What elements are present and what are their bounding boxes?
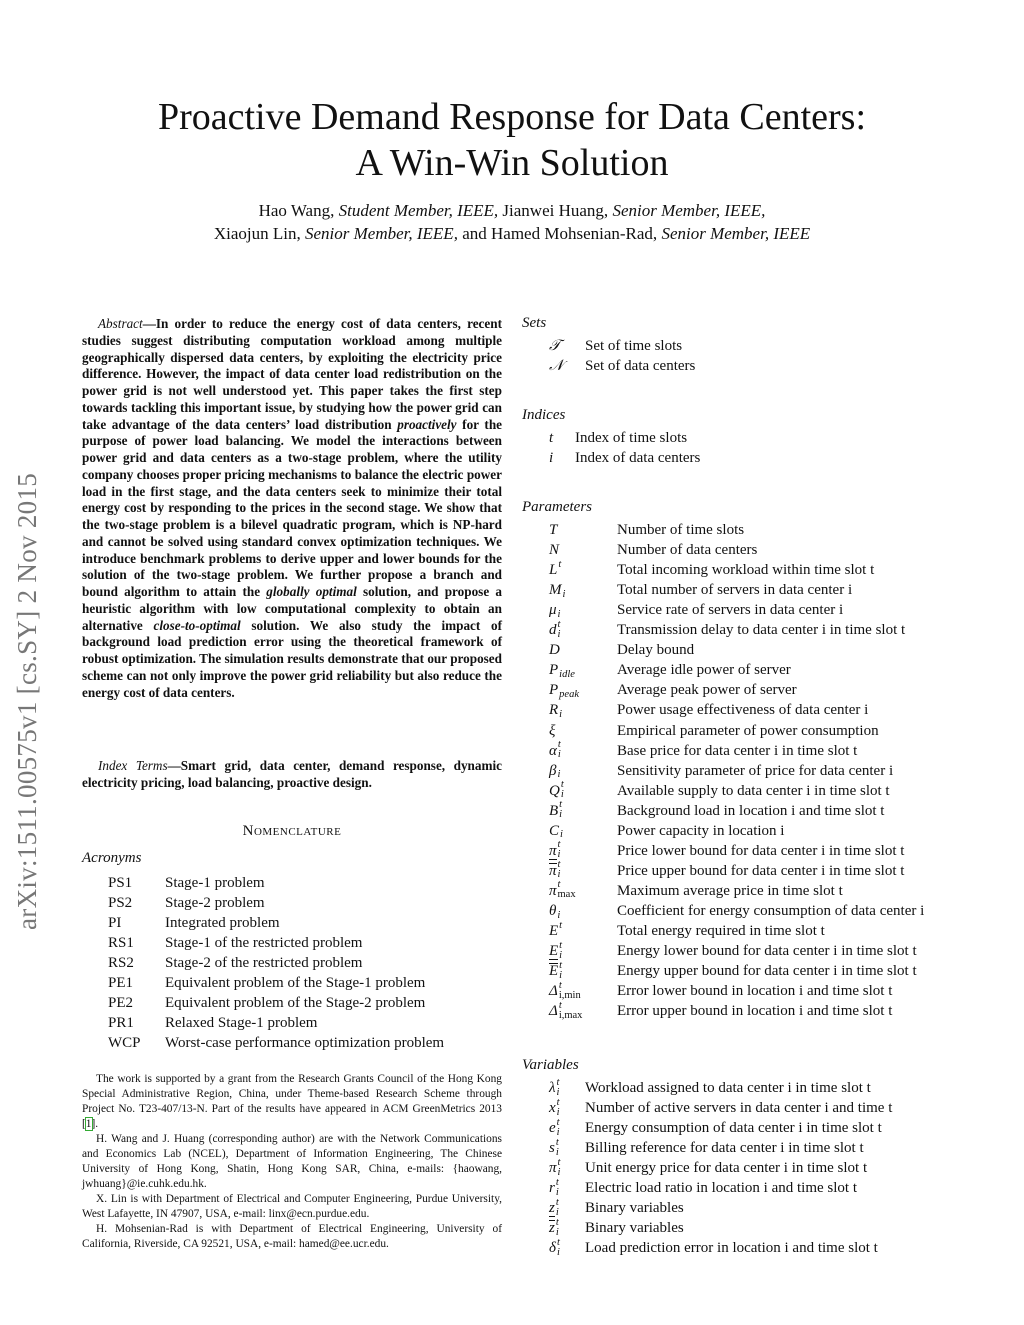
- symbol-scripts: [557, 1078, 560, 1098]
- paper-title: [0, 94, 1024, 186]
- math-symbol: [549, 1198, 559, 1219]
- math-symbol: [549, 941, 562, 962]
- symbol-subscript: i,min: [558, 989, 581, 1001]
- index-terms-label: Index Terms: [98, 758, 168, 773]
- footnote-text: ].: [91, 1118, 99, 1130]
- author-name: Jianwei Huang,: [498, 201, 613, 220]
- math-symbol: [549, 640, 560, 660]
- symbol-scripts: [558, 600, 561, 620]
- symbol-subscript: i: [556, 1086, 560, 1098]
- symbol-desc: Average peak power of server: [617, 682, 797, 699]
- abstract: [82, 316, 502, 701]
- symbol-desc: Price lower bound for data center i in time slot t: [617, 842, 905, 859]
- nomenclature-heading: Nomenclature: [242, 823, 342, 839]
- symbol-subscript: i: [555, 1146, 559, 1158]
- symbol-superscript: t: [558, 979, 562, 991]
- acronym-abbr: PR1: [108, 1015, 134, 1031]
- symbol-desc: Set of data centers: [585, 358, 696, 374]
- author-role: Senior Member, IEEE,: [612, 201, 766, 220]
- symbol-superscript: t: [555, 1216, 559, 1228]
- symbol-desc: Sensitivity parameter of price for data center i: [617, 762, 894, 779]
- symbol-subscript: i: [559, 949, 563, 961]
- math-symbol: [549, 600, 560, 621]
- acronym-abbr: PE2: [108, 995, 134, 1011]
- math-symbol: [549, 1238, 560, 1259]
- symbol-subscript: i: [557, 909, 561, 921]
- acronym-abbr: WCP: [108, 1035, 141, 1051]
- symbol-desc: Total incoming workload within time slot t: [617, 562, 875, 579]
- symbol-base: P: [549, 662, 559, 679]
- math-symbol: [549, 700, 562, 721]
- symbol-subscript: i: [557, 849, 561, 861]
- symbol-scripts: [559, 1001, 583, 1021]
- symbol-subscript: i: [560, 789, 564, 801]
- math-symbol: [549, 1178, 559, 1199]
- math-symbol: [549, 821, 563, 842]
- abstract-label: Abstract: [98, 316, 143, 331]
- abstract-text: —In order to reduce the energy cost of data centers, recent studies suggest distributing computation workload among multiple geographically dispersed data centers, by exploiting the electricity price difference. However, the impact of data center load redistribution on the power grid is not well understood yet. This paper takes the first step towards tackling this important issue, by studying how the power grid can take advantage of the data centers’ load distribution: [82, 316, 502, 432]
- symbol-base: i: [549, 450, 554, 466]
- symbol-scripts: [556, 1198, 559, 1218]
- footnote-affiliation: H. Wang and J. Huang (corresponding author) are with the Network Communications and Economics Lab (NCEL), Department of Information Engineering, The Chinese University of Hong Kong, Shatin, Hong Kong SAR, China, e-mails: {haowang, jwhuang}@ie.cuhk.edu.hk.: [82, 1133, 502, 1190]
- symbol-base: t: [549, 430, 554, 446]
- symbol-desc: Delay bound: [617, 642, 695, 659]
- symbol-desc: Binary variables: [585, 1220, 684, 1236]
- symbol-base: δ: [549, 1240, 556, 1256]
- symbol-scripts: [559, 941, 562, 961]
- symbol-superscript: t: [557, 1156, 561, 1168]
- symbol-superscript: t: [556, 1236, 560, 1248]
- footnotes: [82, 1072, 502, 1252]
- authors-line-1: [0, 199, 1024, 222]
- symbol-subscript: i: [562, 588, 566, 600]
- acronym-abbr: PE1: [108, 975, 134, 991]
- symbol-scripts: [556, 1138, 559, 1158]
- symbol-desc: Available supply to data center i in time slot t: [617, 782, 890, 799]
- symbol-desc: Price upper bound for data center i in time slot t: [617, 862, 905, 879]
- symbol-desc: Energy consumption of data center i in time slot t: [585, 1120, 882, 1136]
- symbol-desc: Energy upper bound for data center i in time slot t: [617, 963, 917, 980]
- acronym-abbr: PS1: [108, 875, 133, 891]
- title-line-1: Proactive Demand Response for Data Centers:: [157, 96, 867, 138]
- author-name: and Hamed Mohsenian-Rad,: [457, 224, 662, 243]
- symbol-base: π: [549, 842, 557, 859]
- symbol-desc: Empirical parameter of power consumption: [617, 722, 879, 739]
- symbol-scripts: [561, 780, 564, 800]
- symbol-desc: Coefficient for energy consumption of data center i: [617, 902, 925, 919]
- symbol-subscript: i: [559, 969, 563, 981]
- acronym-desc: Worst-case performance optimization problem: [165, 1035, 445, 1051]
- math-symbol: [549, 540, 559, 560]
- math-symbol: [549, 1158, 560, 1179]
- symbol-base: 𝒩: [549, 358, 564, 374]
- symbol-desc: Total number of servers in data center i: [617, 582, 853, 599]
- symbol-desc: Billing reference for data center i in time slot t: [585, 1140, 864, 1156]
- symbol-base: r: [549, 1180, 555, 1196]
- author-role: Student Member, IEEE,: [338, 201, 499, 220]
- symbol-superscript: t: [557, 739, 561, 751]
- symbol-desc: Background load in location i and time slot t: [617, 802, 885, 819]
- symbol-scripts: [558, 1158, 561, 1178]
- symbol-scripts: [558, 840, 561, 860]
- math-symbol: [549, 921, 562, 942]
- symbol-subscript: idle: [559, 668, 575, 680]
- symbol-desc: Index of data centers: [575, 450, 701, 466]
- math-symbol: [549, 741, 561, 762]
- symbol-scripts: [557, 1098, 560, 1118]
- symbol-scripts: [559, 700, 562, 720]
- acronym-desc: Stage-2 problem: [165, 895, 265, 911]
- symbol-scripts: [559, 921, 562, 941]
- symbol-desc: Power usage effectiveness of data center i: [617, 702, 869, 719]
- symbol-base: P: [549, 682, 559, 699]
- acronym-desc: Integrated problem: [165, 915, 280, 931]
- symbol-superscript: t: [555, 1136, 559, 1148]
- symbol-base: E: [549, 943, 559, 960]
- symbol-subscript: max: [557, 889, 576, 901]
- symbol-base: π: [549, 1160, 557, 1176]
- math-symbol: [549, 1138, 559, 1159]
- symbol-superscript: t: [557, 859, 561, 871]
- symbol-subscript: i: [555, 1206, 559, 1218]
- symbol-base: R: [549, 702, 559, 719]
- acronym-desc: Relaxed Stage-1 problem: [165, 1015, 318, 1031]
- symbol-scripts: [556, 1218, 559, 1238]
- math-symbol: [549, 1118, 560, 1139]
- symbol-scripts: [563, 580, 566, 600]
- author-list: [0, 199, 1024, 245]
- symbol-desc: Error lower bound in location i and time slot t: [617, 983, 893, 1000]
- parameters-label: Parameters: [522, 499, 592, 515]
- symbol-subscript: i: [559, 709, 563, 720]
- symbol-base: μ: [549, 602, 557, 619]
- acronym-abbr: RS1: [108, 935, 134, 951]
- symbol-subscript: i: [559, 809, 563, 821]
- acronym-desc: Stage-1 problem: [165, 875, 265, 891]
- math-symbol: [549, 356, 563, 376]
- math-symbol: [549, 961, 562, 982]
- symbol-desc: Load prediction error in location i and time slot t: [585, 1240, 878, 1256]
- symbol-desc: Set of time slots: [585, 338, 683, 354]
- symbol-desc: Number of active servers in data center i and time t: [585, 1100, 893, 1116]
- symbol-subscript: [558, 570, 561, 580]
- symbol-base: Δ: [549, 983, 558, 1000]
- symbol-base: π: [549, 882, 557, 899]
- symbol-scripts: [558, 880, 576, 900]
- symbol-superscript: t: [557, 618, 561, 630]
- symbol-superscript: t: [556, 1116, 560, 1128]
- symbol-base: E: [549, 963, 559, 980]
- symbol-desc: Base price for data center i in time slot t: [617, 742, 858, 759]
- symbol-desc: Maximum average price in time slot t: [617, 882, 843, 899]
- symbol-desc: Binary variables: [585, 1200, 684, 1216]
- symbol-superscript: t: [559, 939, 563, 951]
- symbol-scripts: [558, 860, 561, 880]
- footnote-affiliation: X. Lin is with Department of Electrical and Computer Engineering, Purdue University, West Lafayette, IN 47907, USA, e-mail: linx@ecn.purdue.edu.: [82, 1193, 502, 1220]
- symbol-base: θ: [549, 902, 557, 919]
- arxiv-stamp: arXiv:1511.00575v1 [cs.SY] 2 Nov 2015: [12, 472, 42, 930]
- symbol-desc: Index of time slots: [575, 430, 688, 446]
- math-symbol: [549, 881, 576, 902]
- abstract-emphasis: globally optimal: [266, 584, 357, 599]
- symbol-scripts: [559, 680, 579, 700]
- abstract-text: solution, and propose a heuristic algorithm with low computational complexity to obtain an alternative: [82, 584, 502, 633]
- title-line-2: A Win-Win Solution: [355, 142, 669, 184]
- symbol-subscript: i: [556, 1246, 560, 1258]
- symbol-superscript: t: [559, 959, 563, 971]
- math-symbol: [549, 781, 564, 802]
- math-symbol: [549, 580, 565, 601]
- symbol-superscript: t: [557, 839, 561, 851]
- math-symbol: [549, 901, 560, 922]
- acronym-desc: Stage-2 of the restricted problem: [165, 955, 363, 971]
- symbol-subscript: i: [557, 1166, 561, 1178]
- symbol-scripts: [558, 560, 561, 580]
- authors-line-2: [0, 222, 1024, 245]
- symbol-superscript: t: [556, 1096, 560, 1108]
- symbol-base: z: [549, 1200, 555, 1216]
- symbol-scripts: [559, 961, 562, 981]
- symbol-base: λ: [549, 1080, 556, 1096]
- symbol-base: d: [549, 622, 557, 639]
- author-role: Senior Member, IEEE: [661, 224, 811, 243]
- author-name: Hao Wang,: [258, 201, 339, 220]
- symbol-subscript: i: [557, 628, 561, 640]
- symbol-scripts: [557, 1118, 560, 1138]
- symbol-superscript: t: [556, 1076, 560, 1088]
- symbol-scripts: [557, 901, 560, 921]
- symbol-superscript: t: [557, 879, 561, 891]
- symbol-base: e: [549, 1120, 556, 1136]
- symbol-desc: Number of data centers: [617, 542, 758, 559]
- abstract-text: for the purpose of power load balancing. We model the interactions between power grid and data centers as a two-stage problem, where the utility company chooses proper pricing mechanisms to balance the electric power load in the first stage, and the data centers seek to minimize their total energy cost by responding to the prices in the second stage. We show that the two-stage problem is a bilevel quadratic program, which is NP-hard and cannot be solved using standard convex optimization techniques. We introduce benchmark problems to derive upper and lower bounds for the solution of the two-stage problem. We further propose a branch and bound algorithm to attain the: [82, 416, 503, 599]
- acronym-abbr: RS2: [108, 955, 134, 971]
- symbol-superscript: [557, 901, 560, 911]
- symbol-superscript: t: [555, 1196, 559, 1208]
- math-symbol: [549, 861, 560, 882]
- symbol-base: π: [549, 862, 557, 879]
- symbol-desc: Total energy required in time slot t: [617, 923, 825, 939]
- footnote-affiliation: H. Mohsenian-Rad is with Department of Electrical Engineering, University of California, Riverside, CA 92521, USA, e-mail: hamed@ee.ucr.edu.: [82, 1223, 502, 1250]
- math-symbol: [549, 448, 553, 468]
- symbol-subscript: i: [556, 1106, 560, 1118]
- symbol-subscript: peak: [559, 688, 579, 700]
- index-terms: [82, 758, 502, 792]
- author-name: Xiaojun Lin,: [213, 224, 305, 243]
- symbol-base: β: [549, 762, 557, 779]
- symbol-base: α: [549, 742, 557, 759]
- symbol-superscript: t: [558, 558, 562, 570]
- footnote-text: The work is supported by a grant from the Research Grants Council of the Hong Kong Special Administrative Region, China, under Theme-based Research Scheme through Project No. T23-407/13-N. Part of the results have appeared in ACM GreenMetrics 2013 [: [82, 1073, 502, 1130]
- symbol-base: Q: [549, 782, 560, 799]
- index-terms-text: —Smart grid, data center, demand response, dynamic electricity pricing, load balancing, proactive design.: [82, 758, 502, 790]
- symbol-desc: Energy lower bound for data center i in time slot t: [617, 943, 917, 960]
- symbol-base: Δ: [549, 1003, 558, 1020]
- symbol-base: 𝒯: [549, 338, 561, 354]
- math-symbol: [549, 660, 575, 681]
- symbol-scripts: [559, 660, 575, 680]
- symbol-desc: Electric load ratio in location i and time slot t: [585, 1180, 858, 1196]
- symbol-scripts: [558, 620, 561, 640]
- symbol-subscript: i: [556, 1126, 560, 1138]
- math-symbol: [549, 1098, 560, 1119]
- symbol-subscript: i: [557, 749, 561, 761]
- footnote-funding: [82, 1072, 502, 1132]
- symbol-scripts: [559, 800, 562, 820]
- symbol-superscript: t: [558, 999, 562, 1011]
- symbol-desc: Error upper bound in location i and time slot t: [617, 1003, 893, 1020]
- indices-label: Indices: [522, 407, 566, 423]
- acronym-desc: Stage-1 of the restricted problem: [165, 935, 363, 951]
- symbol-desc: Service rate of servers in data center i: [617, 602, 844, 619]
- abstract-emphasis: close-to-optimal: [153, 617, 241, 633]
- symbol-desc: Number of time slots: [617, 522, 745, 538]
- symbol-base: N: [549, 542, 560, 559]
- symbol-desc: Workload assigned to data center i in time slot t: [585, 1080, 871, 1096]
- math-symbol: [549, 801, 562, 822]
- variables-label: Variables: [522, 1057, 579, 1073]
- symbol-subscript: i: [557, 769, 561, 781]
- math-symbol: [549, 981, 581, 1002]
- acronyms-label: Acronyms: [82, 850, 142, 866]
- author-role: Senior Member, IEEE,: [304, 224, 458, 243]
- symbol-base: M: [549, 582, 562, 599]
- symbol-base: z: [549, 1220, 555, 1236]
- acronym-abbr: PS2: [108, 895, 133, 911]
- abstract-text: solution. We also study the impact of background load prediction error using the theoretical framework of robust optimization. The simulation results demonstrate that our proposed scheme can not only improve the power grid reliability but also reduce the energy cost of data centers.: [82, 617, 502, 700]
- symbol-subscript: i,max: [558, 1009, 583, 1021]
- abstract-emphasis: proactively: [397, 416, 457, 432]
- symbol-scripts: [557, 760, 560, 780]
- symbol-scripts: [557, 1238, 560, 1258]
- math-symbol: [549, 520, 557, 540]
- acronym-desc: Equivalent problem of the Stage-1 problem: [165, 975, 426, 991]
- symbol-base: L: [549, 562, 558, 579]
- symbol-superscript: t: [560, 779, 564, 791]
- symbol-subscript: i: [557, 869, 561, 881]
- math-symbol: [549, 1078, 559, 1099]
- symbol-scripts: [560, 820, 563, 840]
- symbol-base: B: [549, 802, 559, 819]
- symbol-base: D: [549, 642, 560, 659]
- symbol-base: C: [549, 822, 560, 839]
- symbol-subscript: i: [560, 829, 563, 841]
- math-symbol: [549, 1218, 559, 1239]
- symbol-superscript: t: [559, 799, 563, 811]
- symbol-subscript: i: [557, 608, 561, 620]
- symbol-base: x: [549, 1100, 556, 1116]
- math-symbol: [549, 620, 560, 641]
- math-symbol: [549, 761, 560, 782]
- symbol-desc: Transmission delay to data center i in time slot t: [617, 622, 906, 639]
- symbol-base: T: [549, 522, 558, 538]
- symbol-scripts: [558, 740, 561, 760]
- symbol-subscript: i: [555, 1186, 559, 1198]
- math-symbol: [549, 336, 561, 356]
- math-symbol: [549, 680, 579, 701]
- math-symbol: [549, 428, 553, 448]
- math-symbol: [549, 841, 560, 862]
- symbol-superscript: t: [559, 919, 563, 931]
- symbol-subscript: i: [555, 1226, 559, 1238]
- symbol-desc: Unit energy price for data center i in time slot t: [585, 1160, 868, 1176]
- symbol-base: E: [549, 923, 559, 939]
- symbol-base: s: [549, 1140, 555, 1156]
- acronym-desc: Equivalent problem of the Stage-2 problem: [165, 995, 426, 1011]
- citation-link[interactable]: 1: [85, 1118, 92, 1130]
- math-symbol: [549, 1001, 582, 1022]
- symbol-scripts: [556, 1178, 559, 1198]
- math-symbol: [549, 721, 555, 741]
- symbol-scripts: [559, 981, 581, 1001]
- math-symbol: [549, 560, 561, 581]
- symbol-superscript: t: [555, 1176, 559, 1188]
- symbol-base: ξ: [549, 722, 556, 739]
- symbol-desc: Power capacity in location i: [617, 822, 785, 839]
- acronym-abbr: PI: [108, 915, 122, 931]
- sets-label: Sets: [522, 315, 547, 331]
- symbol-desc: Average idle power of server: [617, 662, 791, 679]
